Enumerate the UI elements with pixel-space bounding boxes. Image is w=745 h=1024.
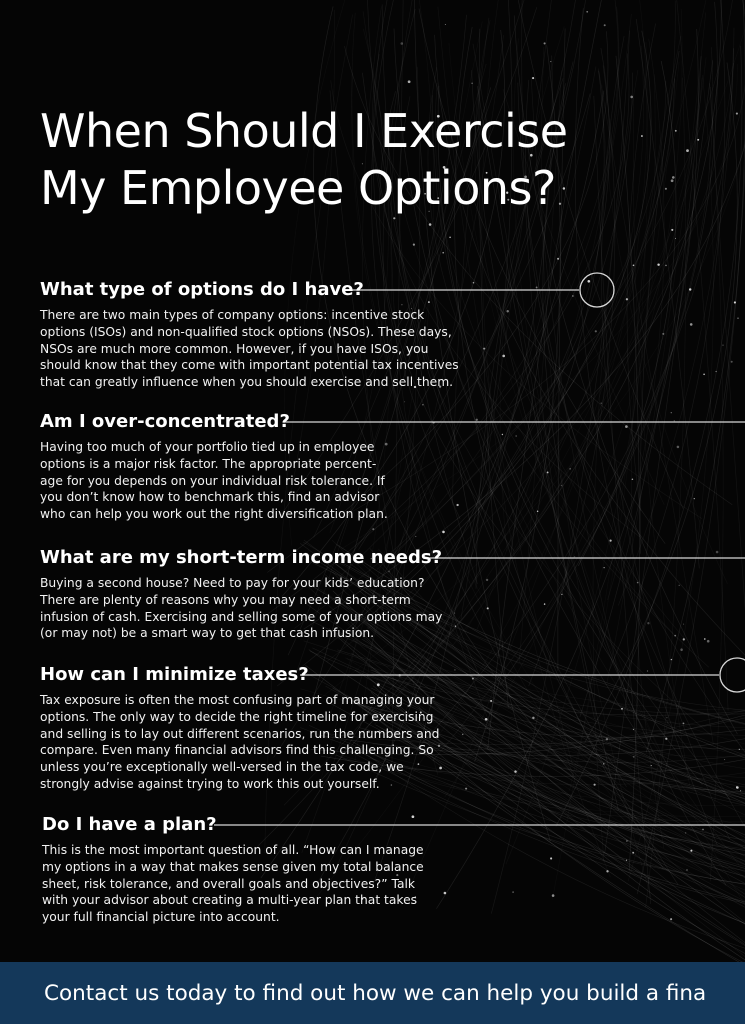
star-dot — [626, 860, 627, 861]
body-line: options is a major risk factor. The appropriate percent- — [40, 456, 377, 471]
star-dot — [483, 348, 485, 350]
star-dot — [672, 176, 675, 179]
star-dot — [413, 244, 415, 246]
star-dot — [641, 135, 643, 137]
star-dot — [737, 318, 738, 319]
section-body — [40, 575, 442, 642]
section-over-concentrated — [40, 411, 388, 523]
body-line: There are two main types of company options: incentive stock — [40, 308, 425, 322]
star-dot — [472, 678, 474, 680]
star-dot — [604, 24, 606, 26]
light-streak — [676, 0, 728, 710]
star-dot — [736, 786, 737, 787]
star-dot — [449, 236, 451, 238]
star-dot — [372, 528, 374, 530]
star-dot — [442, 531, 445, 534]
star-dot — [415, 536, 416, 537]
star-dot — [532, 717, 534, 719]
star-dot — [683, 723, 685, 725]
body-line: and selling is to lay out different scenarios, run the numbers and — [40, 726, 440, 741]
star-dot — [702, 829, 704, 831]
section-heading: Do I have a plan? — [42, 814, 217, 835]
star-dot — [734, 301, 736, 303]
star-dot — [550, 857, 552, 859]
star-dot — [401, 42, 404, 45]
star-dot — [486, 579, 488, 581]
star-dot — [675, 238, 676, 239]
star-dot — [632, 852, 634, 854]
star-dot — [557, 258, 559, 260]
section-heading: Am I over-concentrated? — [40, 411, 290, 432]
star-dot — [516, 435, 517, 436]
section-body — [40, 307, 459, 391]
star-dot — [666, 717, 667, 718]
star-dot — [604, 567, 605, 568]
footer-banner — [0, 962, 745, 1024]
star-dot — [671, 412, 672, 413]
body-line: This is the most important question of all. “How can I manage — [42, 843, 424, 857]
star-dot — [630, 96, 633, 99]
star-dot — [651, 765, 652, 766]
body-line: There are plenty of reasons why you may need a short-term — [40, 592, 411, 607]
star-dot — [444, 892, 447, 895]
star-dot — [422, 404, 424, 406]
body-line: infusion of cash. Exercising and selling some of your options may — [40, 609, 443, 624]
star-dot — [665, 738, 667, 740]
star-dot — [724, 759, 725, 760]
body-line: who can help you work out the right diversification plan. — [40, 507, 388, 522]
star-dot — [675, 130, 677, 132]
star-dot — [671, 179, 674, 182]
section-body — [40, 439, 388, 523]
body-line: Tax exposure is often the most confusing part of managing your — [40, 693, 435, 707]
star-dot — [674, 635, 676, 637]
section-heading: How can I minimize taxes? — [40, 664, 309, 685]
connector-circle-1 — [580, 273, 614, 307]
star-dot — [544, 603, 545, 604]
star-dot — [455, 626, 456, 627]
star-dot — [685, 832, 686, 833]
star-dot — [740, 790, 741, 791]
star-dot — [601, 403, 602, 404]
star-dot — [393, 217, 395, 219]
star-dot — [442, 252, 444, 254]
title-line-2: My Employee Options? — [40, 161, 556, 215]
body-line: you don’t know how to benchmark this, find an advisor — [40, 490, 380, 505]
section-heading: What are my short-term income needs? — [40, 547, 443, 568]
body-line: (or may not) be a smart way to get that cash infusion. — [40, 626, 375, 641]
star-dot — [670, 918, 672, 920]
star-dot — [595, 330, 597, 332]
star-dot — [514, 770, 516, 772]
star-dot — [454, 669, 456, 671]
star-dot — [512, 891, 514, 893]
star-dot — [561, 485, 563, 487]
star-dot — [723, 345, 724, 346]
star-dot — [739, 749, 740, 750]
star-dot — [574, 556, 575, 557]
star-dot — [550, 61, 551, 62]
star-dot — [473, 282, 475, 284]
star-dot — [679, 585, 680, 586]
star-dot — [552, 894, 555, 897]
section-body — [42, 842, 424, 926]
star-dot — [408, 80, 411, 83]
star-dot — [621, 708, 623, 710]
body-line: strongly advise against trying to work this out yourself. — [40, 776, 380, 791]
star-dot — [689, 288, 691, 290]
section-option-types — [40, 279, 459, 391]
star-dot — [731, 361, 733, 363]
body-line: unless you’re exceptionally well-versed in the tax code, we — [40, 760, 404, 775]
body-line: age for you depends on your individual risk tolerance. If — [40, 473, 385, 488]
star-dot — [686, 869, 688, 871]
star-dot — [690, 850, 692, 852]
star-dot — [694, 498, 695, 499]
section-income-needs — [40, 547, 442, 642]
star-dot — [465, 788, 467, 790]
star-dot — [632, 478, 634, 480]
star-dot — [532, 77, 534, 79]
star-dot — [674, 420, 675, 421]
section-plan — [42, 814, 424, 926]
body-line: options (ISOs) and non-qualified stock options (NSOs). These days, — [40, 324, 452, 339]
star-dot — [662, 333, 664, 335]
star-dot — [594, 784, 596, 786]
star-dot — [485, 718, 488, 721]
star-dot — [683, 638, 685, 640]
star-dot — [697, 139, 699, 141]
star-dot — [502, 355, 505, 358]
star-dot — [626, 298, 628, 300]
star-dot — [490, 700, 492, 702]
body-line: Having too much of your portfolio tied up in employee — [40, 440, 375, 454]
star-dot — [572, 295, 573, 296]
star-dot — [704, 638, 706, 640]
star-dot — [736, 113, 738, 115]
star-dot — [680, 648, 683, 651]
star-dot — [647, 622, 649, 624]
star-dot — [610, 540, 612, 542]
star-dot — [665, 188, 667, 190]
star-dot — [683, 624, 684, 625]
star-dot — [456, 504, 458, 506]
star-dot — [633, 756, 635, 758]
body-line: with your advisor about creating a multi-year plan that takes — [42, 893, 418, 908]
star-dot — [671, 229, 673, 231]
body-line: should know that they come with important potential tax incentives — [40, 358, 459, 373]
star-dot — [476, 419, 478, 421]
section-body — [40, 692, 439, 793]
star-dot — [536, 286, 538, 288]
star-dot — [707, 640, 710, 643]
star-dot — [587, 280, 590, 283]
star-dot — [404, 401, 405, 402]
star-dot — [561, 594, 562, 595]
star-dot — [603, 763, 604, 764]
section-heading: What type of options do I have? — [40, 279, 364, 300]
body-line: NSOs are much more common. However, if you have ISOs, you — [40, 341, 429, 356]
star-dot — [626, 840, 628, 842]
star-dot — [537, 510, 539, 512]
star-dot — [586, 11, 588, 13]
star-dot — [606, 738, 608, 740]
star-dot — [502, 434, 503, 435]
star-dot — [471, 83, 473, 85]
body-line: that can greatly influence when you should exercise and sell them. — [40, 375, 454, 390]
star-dot — [606, 870, 608, 872]
title-line-1: When Should I Exercise — [40, 104, 568, 158]
page-title — [40, 103, 568, 217]
star-dot — [439, 767, 442, 770]
star-dot — [625, 425, 628, 428]
star-dot — [665, 265, 667, 267]
star-dot — [703, 373, 705, 375]
star-dot — [547, 471, 549, 473]
body-line: sheet, risk tolerance, and overall goals and objectives?” Talk — [42, 876, 416, 891]
connector-circle-4 — [720, 658, 745, 692]
star-dot — [637, 582, 638, 583]
star-dot — [487, 607, 489, 609]
star-dot — [690, 323, 693, 326]
star-dot — [454, 613, 455, 614]
body-line: Buying a second house? Need to pay for your kids’ education? — [40, 576, 425, 590]
star-dot — [686, 149, 689, 152]
star-dot — [677, 446, 680, 449]
body-line: my options in a way that makes sense given my total balance — [42, 859, 424, 874]
star-dot — [633, 264, 635, 266]
star-dot — [647, 670, 648, 671]
star-dot — [462, 734, 464, 736]
star-dot — [716, 551, 719, 554]
body-line: options. The only way to decide the right timeline for exercising — [40, 709, 434, 724]
star-dot — [429, 223, 432, 226]
star-dot — [715, 371, 716, 372]
star-dot — [570, 468, 571, 469]
star-dot — [671, 659, 672, 660]
light-streak — [710, 83, 745, 900]
section-minimize-taxes — [40, 664, 439, 793]
body-line: compare. Even many financial advisors find this challenging. So — [40, 743, 434, 758]
body-line: your full financial picture into account. — [42, 910, 280, 925]
star-dot — [657, 263, 659, 265]
contact-cta-text[interactable]: Contact us today to find out how we can help you build a fina — [44, 981, 707, 1006]
star-dot — [633, 729, 634, 730]
star-dot — [544, 42, 546, 44]
star-dot — [506, 310, 508, 312]
star-dot — [445, 24, 446, 25]
